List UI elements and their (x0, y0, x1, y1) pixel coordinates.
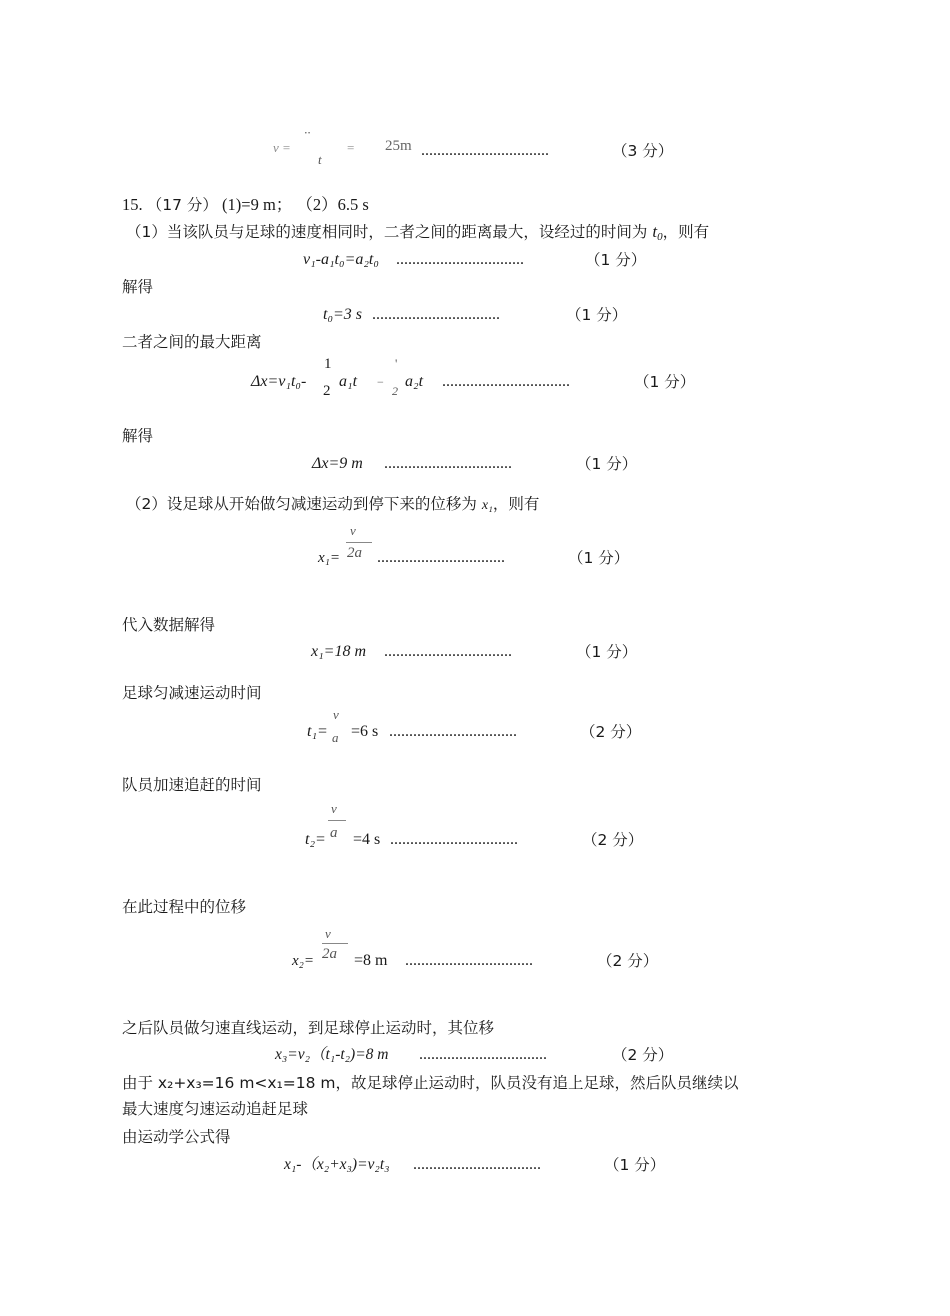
eq7-den: a (332, 730, 339, 745)
eq8-num: v (331, 801, 337, 816)
eq9-num: v (325, 926, 331, 941)
eq-v-lhs: v = (273, 140, 291, 155)
eq9-dots: ................................ (405, 952, 533, 969)
eq1-expr: v₁-a₁t₀=a₂t₀ (303, 251, 379, 268)
displacement-label: 在此过程中的位移 (122, 898, 247, 916)
accel-time-label: 队员加速追赶的时间 (122, 776, 262, 794)
eq1-dots: ................................ (396, 251, 524, 268)
q15-header (122, 195, 369, 215)
since-line-2: 最大速度匀速运动追赶足球 (122, 1100, 309, 1118)
part1-tail: ，则有 (662, 223, 710, 241)
eq11-dots: ................................ (413, 1156, 541, 1173)
eq9-rhs: =8 m (354, 952, 388, 969)
eq5-num: v (350, 523, 356, 538)
eq8-rhs: =4 s (353, 831, 381, 848)
kinematics-label: 由运动学公式得 (122, 1128, 231, 1146)
eq6-score: （1 分） (576, 643, 638, 661)
eq3-mid: a₁t (339, 373, 358, 390)
eq4-expr: Δx=9 m (312, 455, 363, 472)
eq3-dots: ................................ (442, 373, 570, 390)
eq10-score: （2 分） (612, 1046, 674, 1064)
eq5-dots: ................................ (377, 549, 505, 566)
part2-label: （2） (126, 495, 167, 513)
eq10-dots: ................................ (419, 1046, 547, 1063)
eq-v-num: ·· (304, 125, 311, 140)
eq3-two: 2 (392, 384, 398, 398)
eq3-score: （1 分） (634, 373, 696, 391)
after-label: 之后队员做匀速直线运动，到足球停止运动时，其位移 (122, 1019, 495, 1037)
eq6-expr: x₁=18 m (311, 643, 367, 660)
eq6-dots: ................................ (384, 643, 512, 660)
eq10-expr: x₃=v₂（t₁-t₂)=8 m (275, 1046, 389, 1063)
eq5-den: 2a (347, 545, 362, 561)
eq3-lhs: Δx=v₁t₀- (251, 373, 307, 390)
solve-label-1: 解得 (122, 278, 154, 296)
eq-v-den: t (318, 152, 322, 167)
eq-v-result: 25m (385, 138, 412, 154)
max-distance-label: 二者之间的最大距离 (122, 333, 262, 351)
eq3-tail: a₂t (405, 373, 424, 390)
part2-var: x₁ (481, 498, 493, 513)
eq5-lhs: x₁= (318, 550, 340, 566)
part2-tail: ，则有 (492, 495, 540, 513)
q15-number: 15. (122, 195, 143, 214)
eq2-score: （1 分） (566, 306, 628, 324)
eq11-score: （1 分） (604, 1156, 666, 1174)
eq7-num: v (333, 707, 339, 722)
eq1-score: （1 分） (585, 251, 647, 269)
eq3-minus: − (377, 375, 384, 389)
q15-points: （17 分） (146, 196, 218, 214)
part1-text: 当该队员与足球的速度相同时，二者之间的距离最大，设经过的时间为 (166, 223, 648, 241)
eq7-rhs: =6 s (351, 723, 379, 740)
solve-label-2: 解得 (122, 427, 154, 445)
eq9-den: 2a (322, 946, 337, 962)
substitute-label: 代入数据解得 (122, 616, 216, 634)
eq7-dots: ................................ (389, 723, 517, 740)
eq8-lhs: t₂= (305, 831, 326, 848)
eq5-score: （1 分） (568, 549, 630, 567)
part1-intro (126, 222, 709, 247)
eq7-lhs: t₁= (307, 723, 328, 740)
eq8-den: a (330, 825, 338, 841)
q15-answer2: （2）6.5 s (296, 195, 369, 214)
part2-intro (126, 494, 539, 516)
eq7-score: （2 分） (580, 723, 642, 741)
part1-var: $t_0$ (652, 222, 663, 243)
eq-velocity-line (273, 138, 291, 158)
eq8-dots: ................................ (390, 831, 518, 848)
eq9-lhs: x₂= (292, 953, 314, 969)
eq3-half-num: 1 (324, 356, 332, 372)
eq4-dots: ................................ (384, 455, 512, 472)
eq3-tick: ' (395, 356, 398, 371)
eq8-fraction-bar (328, 820, 346, 821)
decel-time-label: 足球匀减速运动时间 (122, 684, 262, 702)
part1-label: （1） (126, 223, 167, 241)
q15-answer1: (1)=9 m； (222, 195, 293, 214)
since-line-1: 由于 x₂+x₃=16 m<x₁=18 m，故足球停止运动时，队员没有追上足球，然后队员继续以 (122, 1074, 739, 1092)
eq2-expr: t₀=3 s (323, 306, 363, 323)
eq3-half-den: 2 (323, 383, 331, 399)
eq-v-eq: = (347, 140, 355, 155)
eq9-fraction-bar (322, 943, 348, 944)
eq9-score: （2 分） (597, 952, 659, 970)
eq11-expr: x₁-（x₂+x₃)=v₂t₃ (284, 1156, 390, 1173)
eq-v-score: （3 分） (612, 142, 674, 160)
eq-v-dots: ................................ (421, 142, 549, 159)
eq5-fraction-bar (346, 542, 372, 543)
eq2-dots: ................................ (372, 306, 500, 323)
eq4-score: （1 分） (576, 455, 638, 473)
part2-text: 设足球从开始做匀减速运动到停下来的位移为 (166, 495, 477, 513)
eq8-score: （2 分） (582, 831, 644, 849)
